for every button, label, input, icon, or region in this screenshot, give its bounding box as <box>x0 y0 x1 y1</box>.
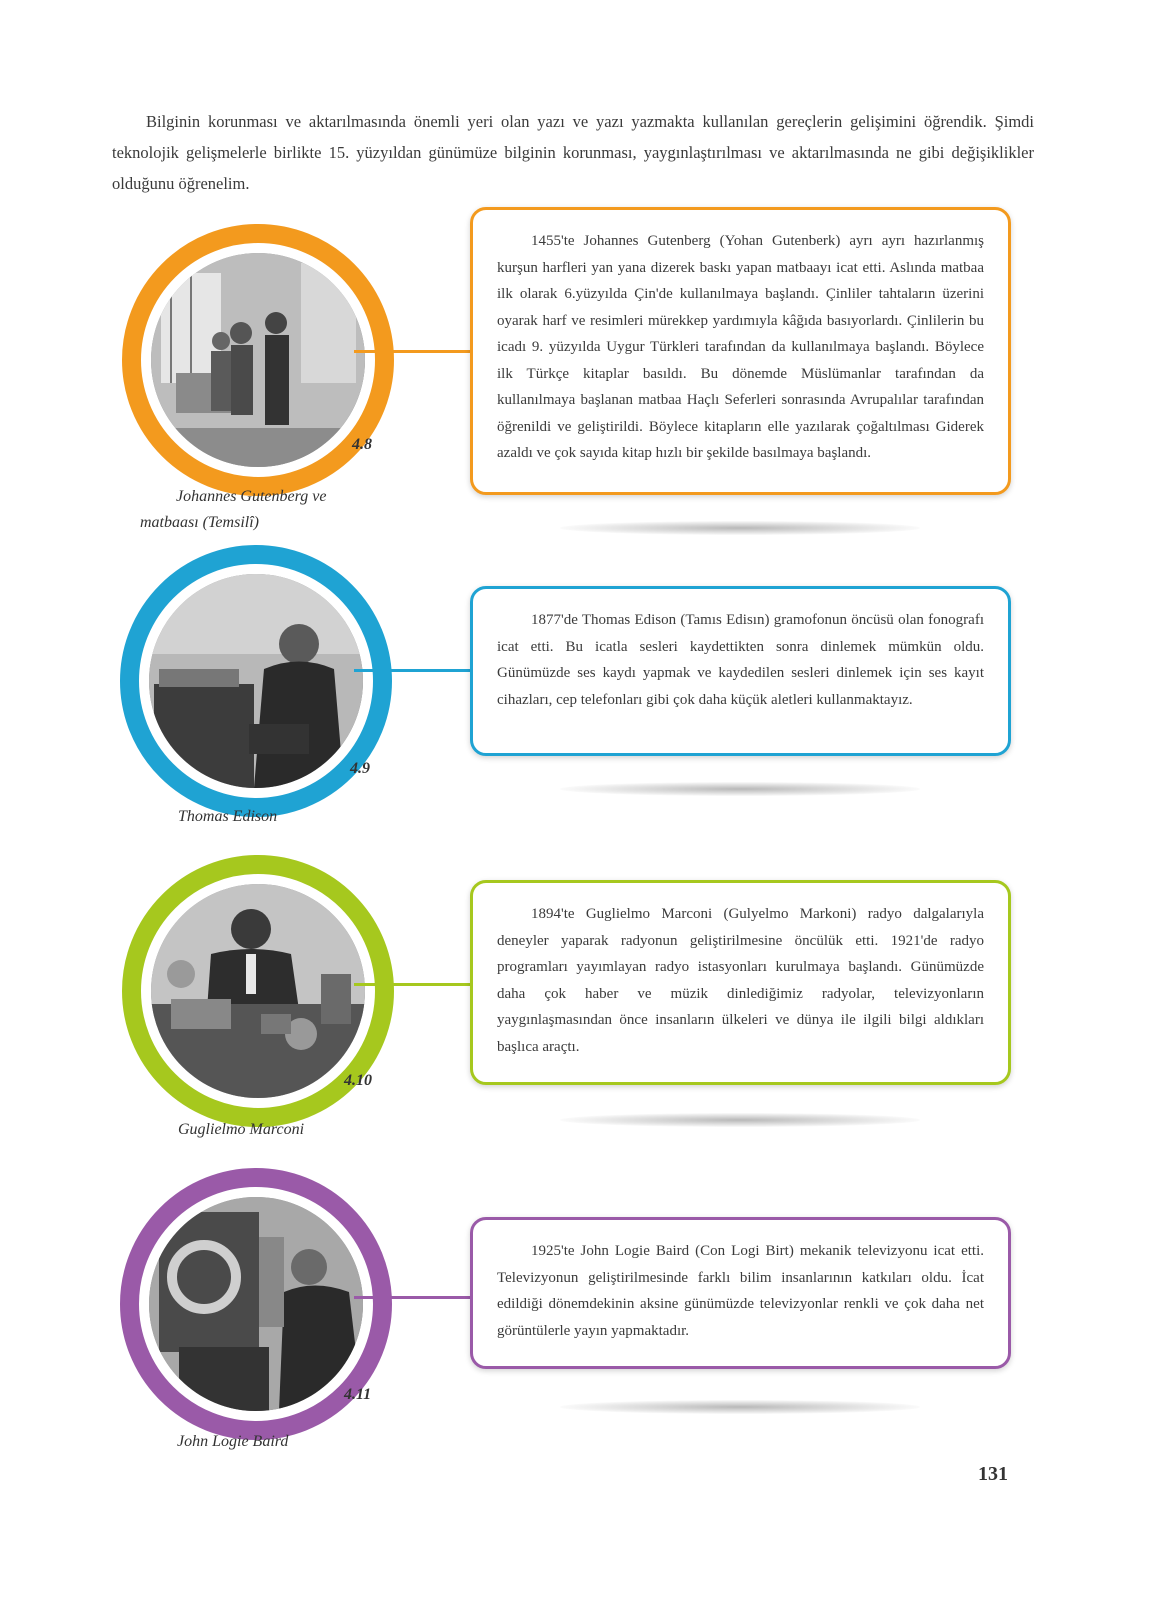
info-box: 1877'de Thomas Edison (Tamıs Edisın) gramofonun öncüsü olan fonografı icat etti. Bu icatla sesleri kaydettikten sonra dinlemek mümkün oldu. Günümüzde ses kaydı yapmak ve kaydedilen sesleri dinlemek için ses kayıt cihazları, cep telefonları gibi çok daha küçük aletleri kullanmaktayız. <box>470 586 1011 756</box>
page-number: 131 <box>978 1463 1008 1485</box>
gutenberg-photo <box>151 253 365 467</box>
figure-caption: Guglielmo Marconi <box>178 1121 305 1138</box>
figure-caption: Thomas Edison <box>178 808 278 825</box>
figure-number: 4.9 <box>350 760 370 777</box>
figure-number: 4.8 <box>352 436 372 453</box>
box-shadow <box>560 1400 920 1414</box>
edison-photo <box>149 574 363 788</box>
info-box: 1455'te Johannes Gutenberg (Yohan Gutenberk) ayrı ayrı hazırlanmış kurşun harfleri yan yana dizerek baskı yapan matbaayı icat etti. Aslında matbaa ilk olarak 6.yüzyılda Çin'de kullanılmaya başlandı. Çinliler tahtaların üzerini oyarak harf ve resimleri mürekkep yardımıyla kâğıda basıyorlardı. Çinlilerin bu icadı 9. yüzyılda Uygur Türkleri tarafından da kullanılmaya başlandı. Böylece ilk Türkçe kitaplar basıldı. Bu dönemde Müslümanlar tarafından da kullanılmaya başlanan matbaa Haçlı Seferleri sonrasında Avrupalılar tarafından öğrenildi ve geliştirildi. Böylece kitapların elle yazılarak çoğaltılması Giderek azaldı ve çok sayıda kitap hızlı bir şekilde basılmaya başlandı. <box>470 207 1011 495</box>
intro-paragraph: Bilginin korunması ve aktarılmasında önemli yeri olan yazı ve yazı yazmakta kullanılan gereçlerin gelişimini öğrendik. Şimdi teknolojik gelişmelerle birlikte 15. yüzyıldan günümüze bilginin korunması, yaygınlaştırılması ve aktarılmasında ne gibi değişiklikler olduğunu öğrenelim. <box>112 112 1034 193</box>
figure-caption: Johannes Gutenberg ve matbaası (Temsilî) <box>140 488 327 531</box>
connector-line <box>354 350 472 353</box>
figure-number: 4.11 <box>344 1386 372 1403</box>
figure-caption: John Logie Baird <box>177 1433 289 1450</box>
marconi-photo <box>151 884 365 1098</box>
photo-ring <box>122 224 394 496</box>
box-shadow <box>560 1113 920 1127</box>
connector-line <box>354 983 472 986</box>
connector-line <box>354 1296 472 1299</box>
info-box: 1894'te Guglielmo Marconi (Gulyelmo Markoni) radyo dalgalarıyla deneyler yaparak radyonun geliştirilmesine öncülük etti. 1921'de radyo programları yayımlayan radyo istasyonları kurulmaya başlandı. Günümüzde daha çok haber ve müzik dinlediğimiz radyolar, televizyonların yaygınlaşmasından önce insanların ülkeleri ve dünya ile ilgili bilgi aldıkları başlıca araçtı. <box>470 880 1011 1085</box>
box-shadow <box>560 782 920 796</box>
box-shadow <box>560 521 920 535</box>
figure-number: 4.10 <box>344 1072 372 1089</box>
baird-photo <box>149 1197 363 1411</box>
info-box: 1925'te John Logie Baird (Con Logi Birt) mekanik televizyonu icat etti. Televizyonun geliştirilmesinde farklı bilim insanlarının katkıları oldu. İcat edildiği dönemdekinin aksine günümüzde televizyonlar renkli ve çok daha net görüntülerle yayın yapmaktadır. <box>470 1217 1011 1369</box>
connector-line <box>354 669 472 672</box>
